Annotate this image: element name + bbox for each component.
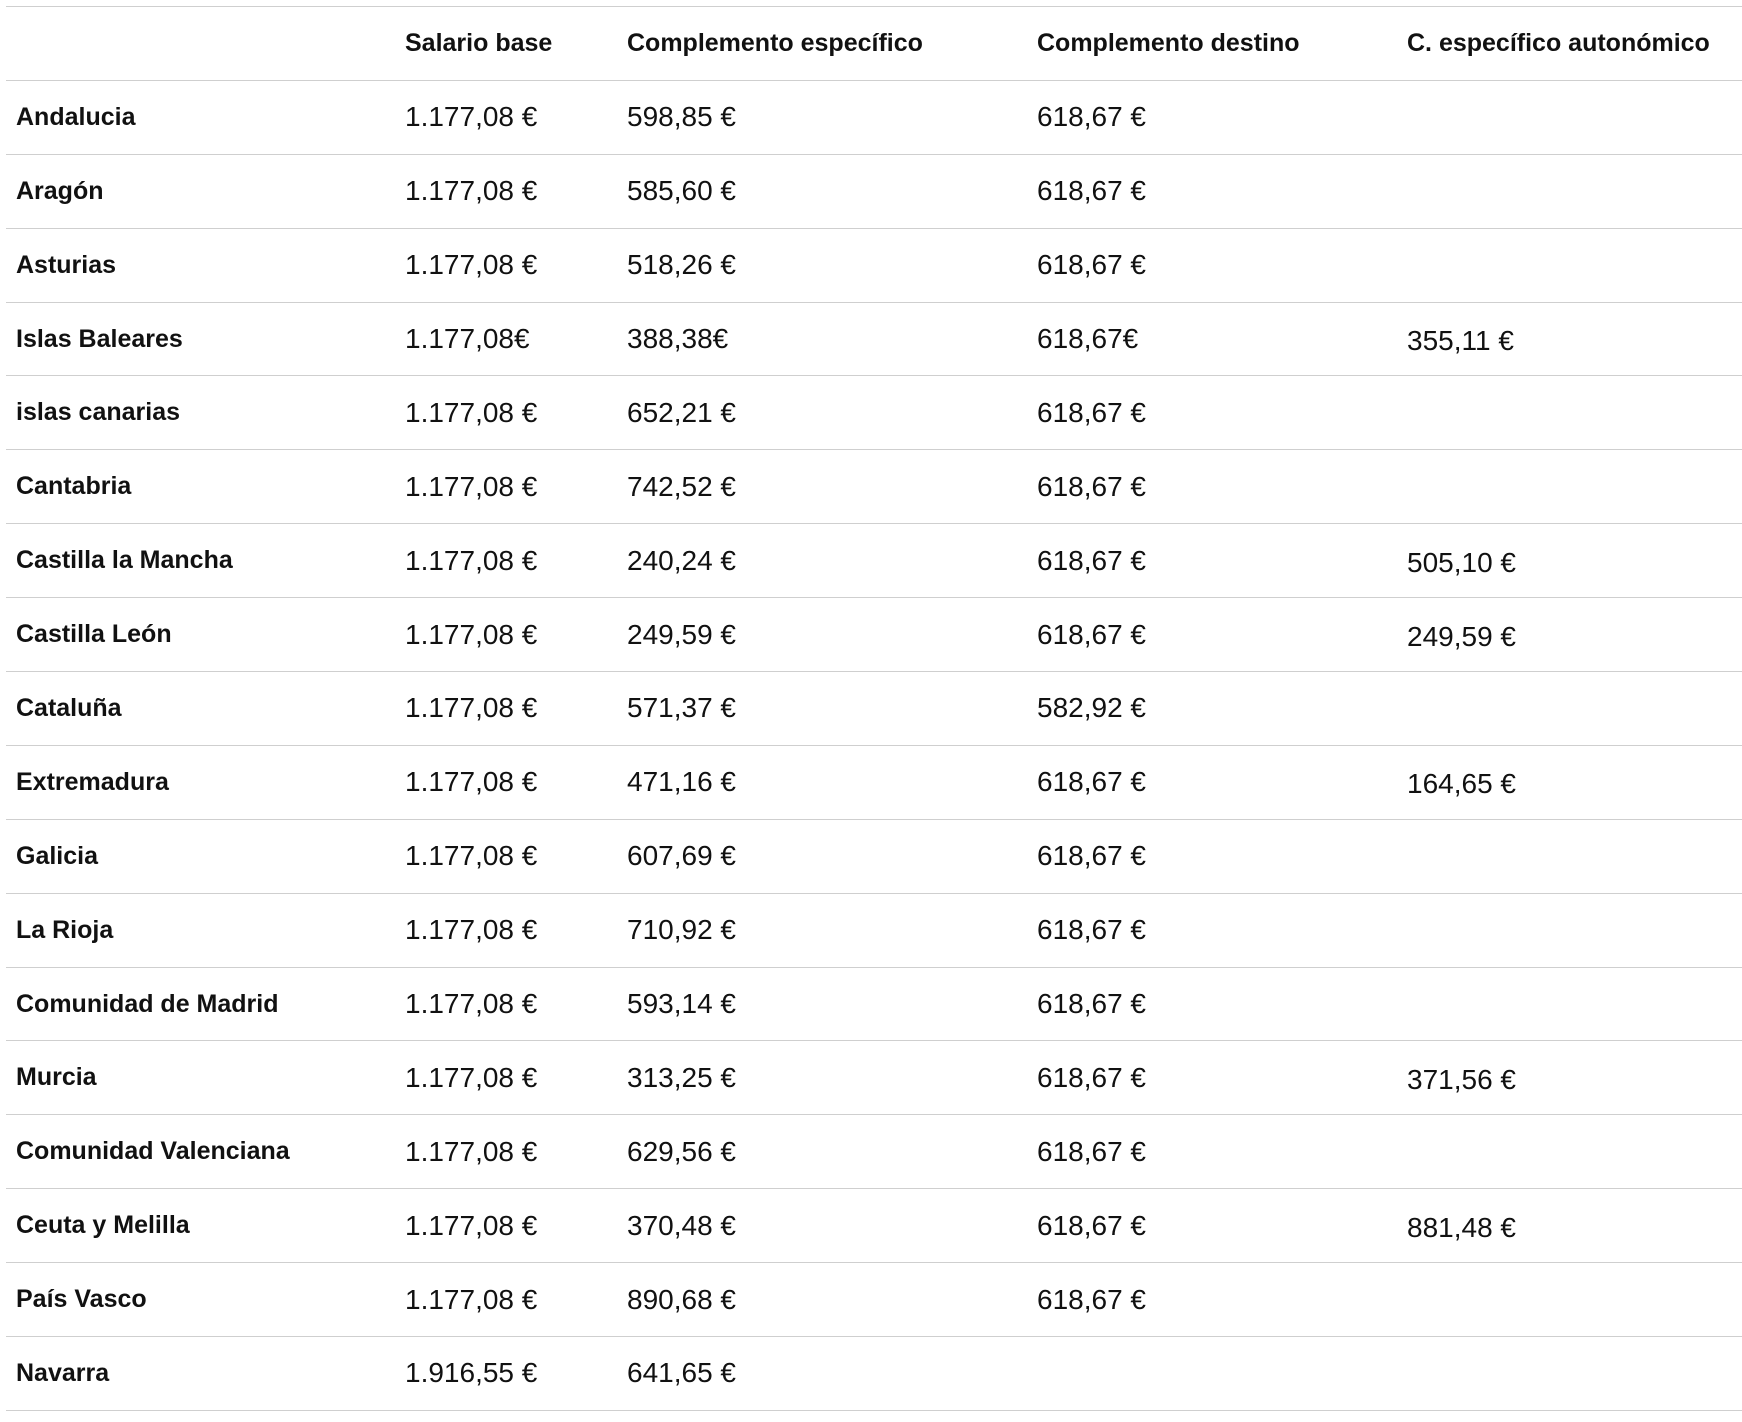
salario-base-cell: 1.177,08 € (405, 544, 538, 576)
table-row (6, 1263, 1742, 1337)
region-cell: Asturias (16, 250, 117, 279)
salary-table (6, 6, 1742, 1411)
salario-base-cell: 1.177,08 € (405, 840, 538, 872)
salario-base-cell: 1.177,08 € (405, 1135, 538, 1167)
complemento-especifico-cell: 629,56 € (627, 1135, 736, 1167)
complemento-especifico-cell: 388,38€ (627, 323, 729, 354)
salary-table-container (6, 6, 1742, 1411)
table-row (6, 819, 1742, 893)
table-row (6, 1337, 1742, 1411)
region-cell: Galicia (16, 841, 98, 870)
especifico-autonomico-cell (1397, 376, 1742, 450)
especifico-autonomico-cell (1397, 80, 1742, 154)
complemento-especifico-cell: 518,26 € (627, 249, 736, 281)
especifico-autonomico-cell (1397, 1263, 1742, 1337)
especifico-autonomico-cell (1397, 450, 1742, 524)
header-region (6, 7, 395, 81)
header-especifico-autonomico: C. específico autonómico (1407, 28, 1710, 57)
complemento-destino-cell: 618,67 € (1037, 544, 1146, 576)
salario-base-cell: 1.177,08 € (405, 766, 538, 798)
table-row (6, 524, 1742, 598)
region-cell: Murcia (16, 1063, 97, 1092)
especifico-autonomico-cell (1397, 228, 1742, 302)
region-cell: Ceuta y Melilla (16, 1211, 190, 1240)
especifico-autonomico-cell: 164,65 € (1407, 768, 1516, 800)
table-header-row (6, 7, 1742, 81)
especifico-autonomico-cell (1397, 672, 1742, 746)
table-row (6, 745, 1742, 819)
salario-base-cell: 1.177,08 € (405, 988, 538, 1020)
complemento-especifico-cell: 313,25 € (627, 1061, 736, 1093)
table-row (6, 80, 1742, 154)
complemento-especifico-cell: 593,14 € (627, 988, 736, 1020)
header-complemento-especifico: Complemento específico (627, 28, 923, 57)
salario-base-cell: 1.177,08€ (405, 323, 530, 354)
complemento-especifico-cell: 471,16 € (627, 766, 736, 798)
salario-base-cell: 1.177,08 € (405, 914, 538, 946)
especifico-autonomico-cell (1397, 819, 1742, 893)
salario-base-cell: 1.177,08 € (405, 249, 538, 281)
table-row (6, 672, 1742, 746)
especifico-autonomico-cell: 371,56 € (1407, 1063, 1516, 1095)
salario-base-cell: 1.177,08 € (405, 692, 538, 724)
complemento-destino-cell: 618,67 € (1037, 396, 1146, 428)
complemento-especifico-cell: 890,68 € (627, 1283, 736, 1315)
salario-base-cell: 1.177,08 € (405, 1061, 538, 1093)
table-row (6, 1189, 1742, 1263)
table-row (6, 1041, 1742, 1115)
complemento-destino-cell: 582,92 € (1037, 692, 1146, 724)
complemento-destino-cell: 618,67 € (1037, 175, 1146, 207)
complemento-especifico-cell: 571,37 € (627, 692, 736, 724)
salario-base-cell: 1.916,55 € (405, 1357, 538, 1389)
region-cell: Cataluña (16, 693, 122, 722)
complemento-especifico-cell: 249,59 € (627, 618, 736, 650)
complemento-destino-cell: 618,67 € (1037, 766, 1146, 798)
complemento-destino-cell: 618,67 € (1037, 1135, 1146, 1167)
region-cell: La Rioja (16, 915, 114, 944)
region-cell: Comunidad de Madrid (16, 989, 279, 1018)
salario-base-cell: 1.177,08 € (405, 1209, 538, 1241)
complemento-destino-cell: 618,67 € (1037, 618, 1146, 650)
table-row (6, 893, 1742, 967)
salario-base-cell: 1.177,08 € (405, 470, 538, 502)
table-row (6, 967, 1742, 1041)
table-row (6, 598, 1742, 672)
especifico-autonomico-cell: 355,11 € (1407, 325, 1514, 356)
especifico-autonomico-cell: 505,10 € (1407, 546, 1516, 578)
complemento-destino-cell: 618,67 € (1037, 470, 1146, 502)
region-cell: Extremadura (16, 767, 169, 796)
complemento-especifico-cell: 370,48 € (627, 1209, 736, 1241)
region-cell: Andalucia (16, 102, 136, 131)
complemento-especifico-cell: 742,52 € (627, 470, 736, 502)
salario-base-cell: 1.177,08 € (405, 101, 538, 133)
complemento-especifico-cell: 710,92 € (627, 914, 736, 946)
region-cell: País Vasco (16, 1285, 147, 1314)
complemento-destino-cell: 618,67 € (1037, 1209, 1146, 1241)
complemento-especifico-cell: 240,24 € (627, 544, 736, 576)
header-complemento-destino: Complemento destino (1037, 28, 1300, 57)
region-cell: Aragón (16, 176, 104, 205)
especifico-autonomico-cell (1397, 1337, 1742, 1411)
salario-base-cell: 1.177,08 € (405, 175, 538, 207)
table-row (6, 302, 1742, 376)
complemento-especifico-cell: 641,65 € (627, 1357, 736, 1389)
salario-base-cell: 1.177,08 € (405, 1283, 538, 1315)
table-row (6, 450, 1742, 524)
complemento-destino-cell: 618,67 € (1037, 988, 1146, 1020)
especifico-autonomico-cell (1397, 967, 1742, 1041)
region-cell: Castilla la Mancha (16, 546, 233, 575)
complemento-destino-cell: 618,67 € (1037, 249, 1146, 281)
complemento-especifico-cell: 607,69 € (627, 840, 736, 872)
especifico-autonomico-cell (1397, 893, 1742, 967)
complemento-destino-cell: 618,67€ (1037, 323, 1139, 354)
especifico-autonomico-cell (1397, 154, 1742, 228)
complemento-destino-cell (1027, 1337, 1397, 1411)
complemento-especifico-cell: 652,21 € (627, 396, 736, 428)
header-salario-base: Salario base (405, 28, 553, 57)
especifico-autonomico-cell (1397, 1115, 1742, 1189)
region-cell: Cantabria (16, 472, 132, 501)
table-row (6, 154, 1742, 228)
complemento-destino-cell: 618,67 € (1037, 101, 1146, 133)
salario-base-cell: 1.177,08 € (405, 396, 538, 428)
complemento-destino-cell: 618,67 € (1037, 1061, 1146, 1093)
table-row (6, 376, 1742, 450)
region-cell: islas canarias (16, 398, 181, 427)
especifico-autonomico-cell: 249,59 € (1407, 620, 1516, 652)
complemento-especifico-cell: 598,85 € (627, 101, 736, 133)
region-cell: Islas Baleares (16, 324, 183, 353)
region-cell: Comunidad Valenciana (16, 1137, 290, 1166)
salario-base-cell: 1.177,08 € (405, 618, 538, 650)
region-cell: Castilla León (16, 620, 172, 649)
complemento-destino-cell: 618,67 € (1037, 840, 1146, 872)
table-row (6, 228, 1742, 302)
table-body (6, 80, 1742, 1410)
complemento-destino-cell: 618,67 € (1037, 914, 1146, 946)
region-cell: Navarra (16, 1358, 110, 1387)
complemento-destino-cell: 618,67 € (1037, 1283, 1146, 1315)
table-row (6, 1115, 1742, 1189)
especifico-autonomico-cell: 881,48 € (1407, 1211, 1516, 1243)
complemento-especifico-cell: 585,60 € (627, 175, 736, 207)
